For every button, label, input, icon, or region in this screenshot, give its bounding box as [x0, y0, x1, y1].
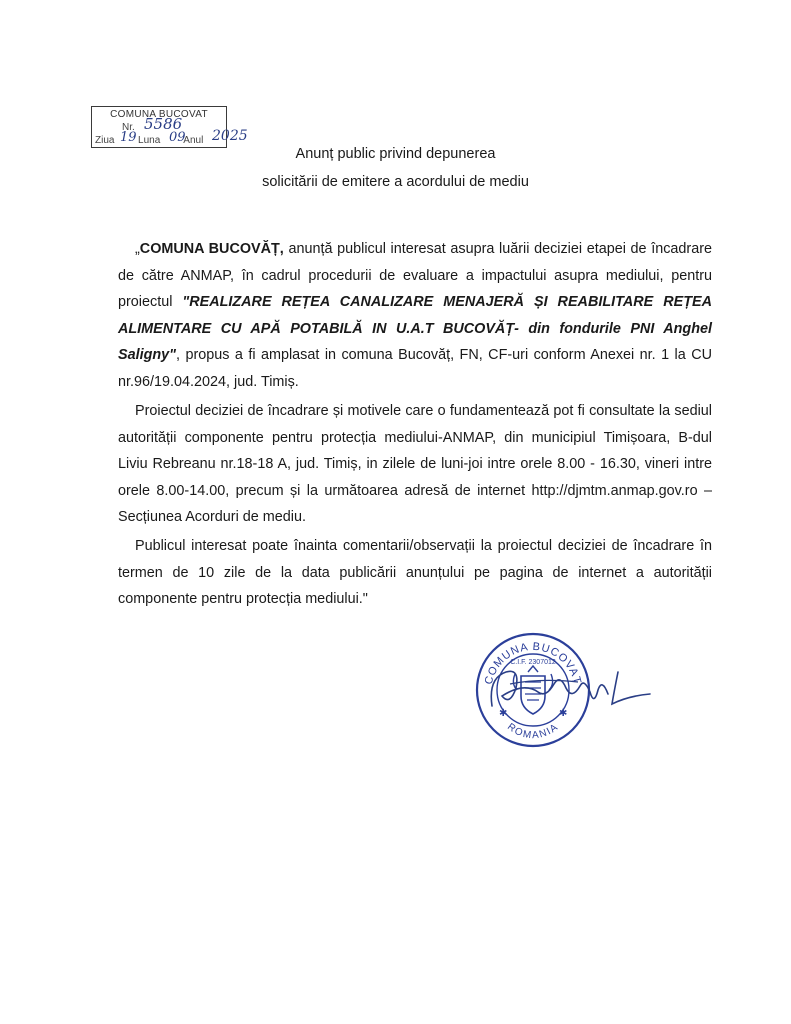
paragraph-consultation	[118, 398, 712, 531]
seal-fiscal-code: C.I.F. 2307012	[510, 659, 556, 666]
entity-name: COMUNA BUCOVĂȚ,	[139, 241, 284, 257]
announcement-title-line2: solicitării de emitere a acordului de mediu	[262, 174, 529, 190]
stamp-year-label: Anul	[183, 135, 204, 146]
stamp-day-value: 19	[120, 130, 137, 145]
stamp-day-label: Ziua	[95, 135, 115, 146]
seal-top-text: COMUNA BUCOVAȚ	[482, 640, 584, 686]
project-title: "REALIZARE REȚEA CANALIZARE MENAJERĂ ȘI REABILITARE REȚEA ALIMENTARE CU APĂ POTABILĂ IN U.A.T BUCOVĂȚ- din fondurile PNI Anghel Saligny"	[118, 294, 712, 364]
paragraph-comments	[118, 533, 712, 613]
stamp-month-label: Luna	[138, 135, 161, 146]
stamp-nr-value: 5586	[144, 115, 183, 133]
stamp-year-value: 2025	[212, 128, 248, 144]
paragraph-project	[118, 236, 712, 396]
star-icon: ✱	[499, 708, 508, 719]
seal-bottom-text: ROMANIA	[505, 721, 561, 742]
paragraph2-text: Proiectul deciziei de încadrare și motivele care o fundamentează pot fi consultate la sediul autorității componente pentru protecția mediului-ANMAP, din municipiul Timișoara, B-dul Liviu Rebreanu nr.18-18 A, jud. Timiș, in zilele de luni-joi intre orele 8.00 - 16.30, vineri intre orele 8.00-14.00, precum și la următoarea adresă de internet http://djmtm.anmap.gov.ro – Secțiunea Acorduri de mediu.	[118, 403, 712, 526]
signature	[480, 648, 660, 728]
paragraph1-text-a: anunță publicul interesat asupra luării deciziei etapei de încadrare de către ANMAP, în cadrul procedurii de evaluare a impactului asupra mediului, pentru proiectul	[118, 241, 712, 311]
stamp-commune-name: COMUNA BUCOVAT	[110, 109, 208, 120]
open-quote: „	[135, 241, 140, 257]
star-icon: ✱	[559, 708, 568, 719]
announcement-title-line1: Anunț public privind depunerea	[295, 146, 496, 162]
stamp-month-value: 09	[169, 130, 186, 145]
stamp-nr-label: Nr.	[122, 122, 135, 133]
paragraph1-text-b: , propus a fi amplasat in comuna Bucovăț, FN, CF-uri conform Anexei nr. 1 la CU nr.96/19.04.2024, jud. Timiș.	[118, 347, 712, 390]
registration-stamp	[91, 106, 248, 148]
paragraph3-text: Publicul interesat poate înainta comentarii/observații la proiectul deciziei de încadrare în termen de 10 zile de la data publicării anunțului pe pagina de internet a autorității componente pentru protecția mediului."	[118, 538, 712, 608]
